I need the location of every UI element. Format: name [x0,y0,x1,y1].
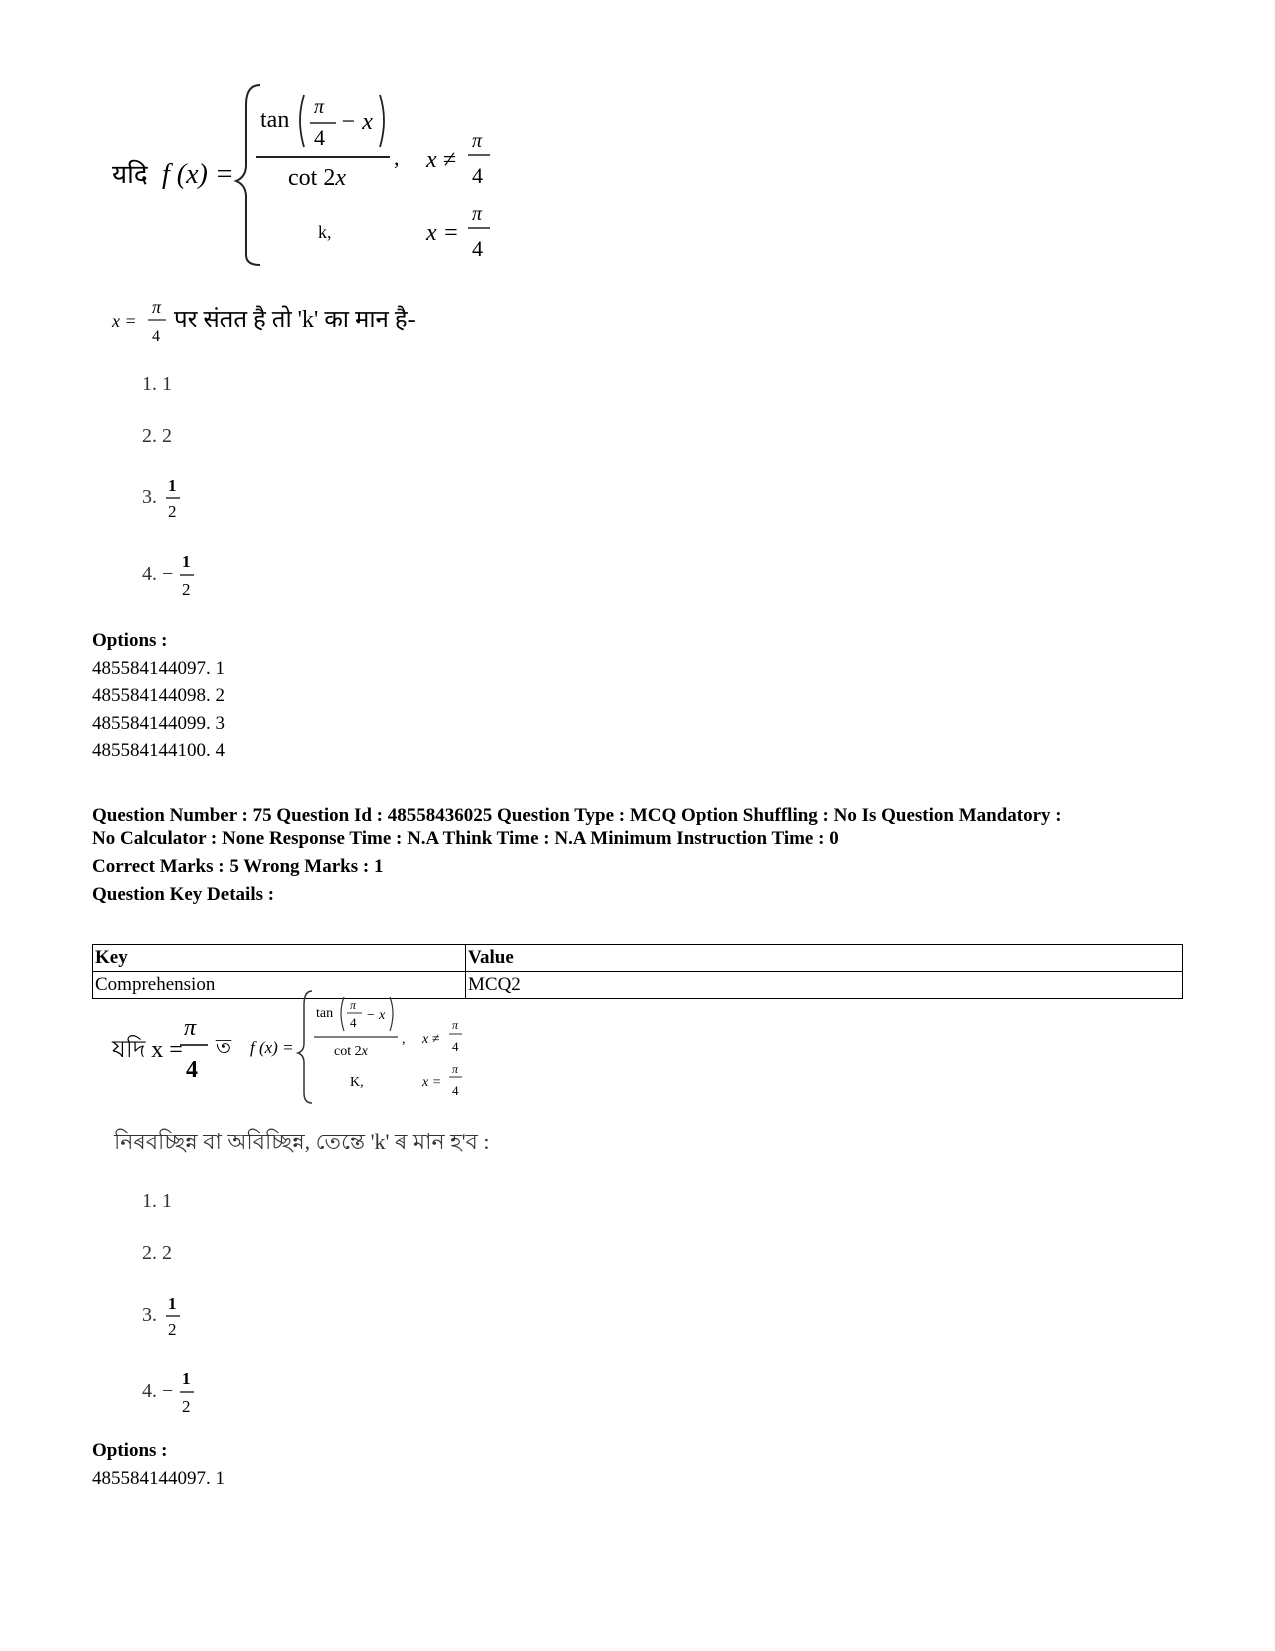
q2-options-label: Options : [92,1440,168,1461]
q1-option-3[interactable]: 485584144099. 3 [92,713,225,734]
q2-stem-suffix: ত [216,1036,232,1058]
q1-choice-1: 1. 1 [142,373,172,395]
q1-stem-prefix: यदि [112,160,148,189]
q2-choice-3: 3. [142,1304,157,1326]
svg-text:− x: − x [340,109,373,135]
q1-choice-3: 3. [142,486,157,508]
svg-text:x =: x = [112,311,137,331]
svg-text:4: 4 [350,1015,357,1030]
svg-text:4: 4 [452,1039,459,1054]
q1-tan: tan [260,107,290,133]
svg-text:2: 2 [168,502,177,521]
svg-text:f (x) =: f (x) = [250,1038,294,1057]
svg-text:π: π [452,1018,459,1032]
svg-text:4: 4 [314,125,325,150]
svg-text:2: 2 [182,580,191,599]
q2-choice-2: 2. 2 [142,1242,172,1264]
q1-cond2: x = [426,220,459,246]
q2-choice-1: 1. 1 [142,1190,172,1212]
svg-text:− x: − x [366,1008,386,1023]
table-cell-value: MCQ2 [466,972,1183,999]
svg-text:x =: x = [422,1075,442,1090]
table-header-row [93,945,1183,972]
question-1-image [100,75,560,615]
svg-text:π: π [452,1062,459,1076]
q2-marks: Correct Marks : 5 Wrong Marks : 1 [92,856,384,877]
question-2-image [100,985,560,1425]
q1-cond1: x ≠ [426,147,456,173]
q1-function-text: f (x) = [162,159,234,190]
q1-line2: पर संतत है तो 'k' का मान है- [174,307,416,333]
svg-text:4: 4 [152,328,160,345]
svg-text:π: π [472,203,483,225]
svg-text:4: 4 [472,236,483,261]
q1-option-2[interactable]: 485584144098. 2 [92,685,225,706]
q1-options-label: Options : [92,630,168,651]
q2-meta-line2: No Calculator : None Response Time : N.A Think Time : N.A Minimum Instruction Time : 0 [92,828,839,849]
question-1-math [100,75,560,615]
q2-stem-prefix: যদি x = [112,1037,183,1063]
q2-case2: K, [350,1075,364,1090]
q1-cot: cot 2x [288,165,346,191]
svg-text:4: 4 [186,1057,198,1083]
question-2-math [100,985,560,1425]
svg-text:2: 2 [168,1320,177,1339]
svg-text:1: 1 [168,476,177,495]
q2-choice-4: 4. − [142,1380,174,1402]
q2-line2: নিৰবচ্ছিন্ন বা অবিচ্ছিন্ন, তেন্তে 'k' ৰ মান হ'ব : [114,1129,490,1154]
svg-text:cot 2x: cot 2x [334,1044,368,1059]
q1-option-4[interactable]: 485584144100. 4 [92,740,225,761]
svg-text:,: , [394,145,400,170]
q2-meta-header [92,804,1192,850]
q1-case2: k, [318,222,332,242]
svg-text:,: , [402,1032,406,1047]
q2-meta-line1: Question Number : 75 Question Id : 48558436025 Question Type : MCQ Option Shuffling : No Is Question Mandatory : [92,805,1062,826]
q1-choice-2: 2. 2 [142,425,172,447]
svg-text:1: 1 [182,552,191,571]
svg-text:4: 4 [452,1083,459,1098]
svg-text:x ≠: x ≠ [422,1032,440,1047]
svg-text:tan: tan [316,1006,334,1021]
q1-option-1[interactable]: 485584144097. 1 [92,658,225,679]
svg-text:π: π [314,96,325,118]
svg-text:1: 1 [182,1369,191,1388]
svg-text:4: 4 [472,163,483,188]
q2-key-details-label: Question Key Details : [92,884,275,905]
svg-text:2: 2 [182,1397,191,1416]
svg-text:π: π [152,297,162,317]
table-cell-key: Comprehension [93,972,466,999]
q1-brace [236,85,260,265]
svg-text:1: 1 [168,1294,177,1313]
table-header-value: Value [466,945,1183,972]
q1-choice-4: 4. − [142,563,174,585]
table-header-key: Key [93,945,466,972]
q2-option-1[interactable]: 485584144097. 1 [92,1468,225,1489]
svg-text:π: π [350,998,357,1012]
svg-text:π: π [184,1015,197,1041]
svg-text:π: π [472,130,483,152]
